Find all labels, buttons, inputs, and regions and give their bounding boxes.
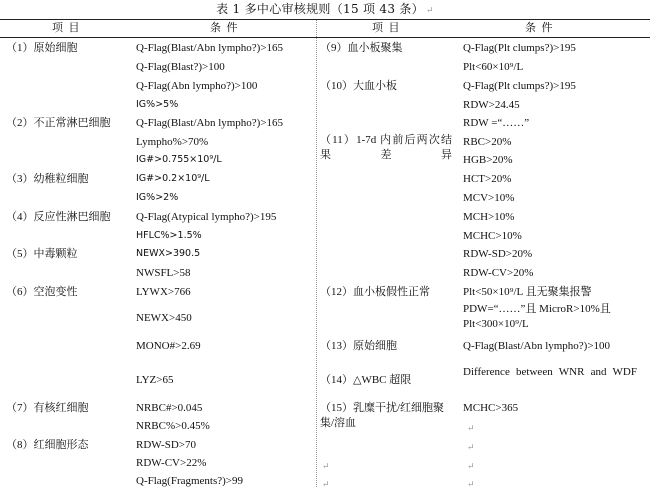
paragraph-mark-icon: ↵ (322, 479, 330, 489)
right-item-label: （9）血小板聚集 (320, 42, 403, 54)
condition-cell: Plt<50×10⁹/L 且无聚集报警 (463, 286, 592, 298)
condition-cell: Q-Flag(Plt clumps?)>195 (463, 42, 576, 54)
condition-cell: PDW=“……”且 MicroR>10%且 Plt<300×10⁹/L (463, 303, 611, 330)
right-item-label: （13）原始细胞 (320, 340, 397, 352)
column-divider (316, 20, 317, 487)
paragraph-mark-icon: ↵ (322, 461, 330, 471)
condition-cell: MCV>10% (463, 192, 515, 204)
condition-cell: NRBC#>0.045 (136, 402, 203, 414)
paragraph-mark-icon: ↵ (467, 461, 475, 471)
condition-cell: NEWX>450 (136, 312, 192, 324)
paragraph-mark-icon: ↵ (467, 442, 475, 452)
condition-cell: LYZ>65 (136, 374, 174, 386)
header-item-left: 项 目 (52, 21, 81, 34)
condition-cell: RDW-CV>20% (463, 267, 534, 279)
header-item-right: 项 目 (372, 21, 401, 34)
condition-cell: Q-Flag(Blast/Abn lympho?)>165 (136, 42, 284, 54)
right-item-label: （11）1-7d 内前后两次结果差异 (320, 134, 452, 161)
right-item-label: （10）大血小板 (320, 80, 397, 92)
condition-cell: RDW>24.45 (463, 99, 520, 111)
right-item-label: （12）血小板假性正常 (320, 286, 430, 298)
condition-cell: Plt<60×10⁹/L (463, 61, 524, 73)
header-condition-right: 条 件 (525, 21, 554, 34)
left-item-label: （2）不正常淋巴细胞 (6, 117, 111, 129)
condition-cell: NWSFL>58 (136, 267, 191, 279)
condition-cell: Q-Flag(Abn lympho?)>100 (136, 80, 258, 92)
left-item-label: （6）空泡变性 (6, 286, 78, 298)
condition-cell: Q-Flag(Blast/Abn lympho?)>165 (136, 117, 284, 129)
left-item-label: （7）有核红细胞 (6, 402, 89, 414)
condition-cell: HCT>20% (463, 173, 512, 185)
condition-cell: RDW-SD>20% (463, 248, 533, 260)
paragraph-mark-icon: ↵ (426, 6, 434, 16)
condition-cell: RDW-CV>22% (136, 457, 207, 469)
condition-cell: RDW =“……” (463, 117, 530, 129)
condition-cell: Difference between WNR and WDF (463, 366, 637, 378)
condition-cell: MCHC>10% (463, 230, 522, 242)
condition-cell: Q-Flag(Blast/Abn lympho?)>100 (463, 340, 611, 352)
condition-cell: Lympho%>70% (136, 136, 209, 148)
paragraph-mark-icon: ↵ (467, 423, 475, 433)
condition-cell: MONO#>2.69 (136, 340, 201, 352)
left-item-label: （5）中毒颗粒 (6, 248, 78, 260)
condition-cell: HFLC%>1.5% (136, 230, 202, 241)
left-item-label: （4）反应性淋巴细胞 (6, 211, 111, 223)
condition-cell: RBC>20% (463, 136, 512, 148)
header-condition-left: 条 件 (210, 21, 239, 34)
condition-cell: NRBC%>0.45% (136, 420, 210, 432)
right-item-label: （14）△WBC 超限 (320, 374, 412, 386)
table-title: 表 1 多中心审核规则（15 项 43 条） ↵ (216, 2, 434, 16)
condition-cell: LYWX>766 (136, 286, 191, 298)
condition-cell: Q-Flag(Atypical lympho?)>195 (136, 211, 277, 223)
condition-cell: IG#>0.755×10⁹/L (136, 154, 222, 165)
condition-cell: IG%>5% (136, 99, 179, 110)
condition-cell: Q-Flag(Blast?)>100 (136, 61, 225, 73)
condition-cell: NEWX>390.5 (136, 248, 201, 259)
condition-cell: HGB>20% (463, 154, 513, 166)
header-rule (0, 37, 650, 38)
left-item-label: （1）原始细胞 (6, 42, 78, 54)
condition-cell: RDW-SD>70 (136, 439, 196, 451)
paragraph-mark-icon: ↵ (467, 479, 475, 489)
condition-cell: MCHC>365 (463, 402, 519, 414)
condition-cell: Q-Flag(Plt clumps?)>195 (463, 80, 576, 92)
condition-cell: MCH>10% (463, 211, 515, 223)
left-item-label: （3）幼稚粒细胞 (6, 173, 89, 185)
right-item-label: （15）乳糜干扰/红细胞聚集/溶血 (320, 402, 445, 429)
condition-cell: Q-Flag(Fragments?)>99 (136, 475, 244, 487)
condition-cell: IG#>0.2×10⁹/L (136, 173, 210, 184)
condition-cell: IG%>2% (136, 192, 179, 203)
left-item-label: （8）红细胞形态 (6, 439, 89, 451)
